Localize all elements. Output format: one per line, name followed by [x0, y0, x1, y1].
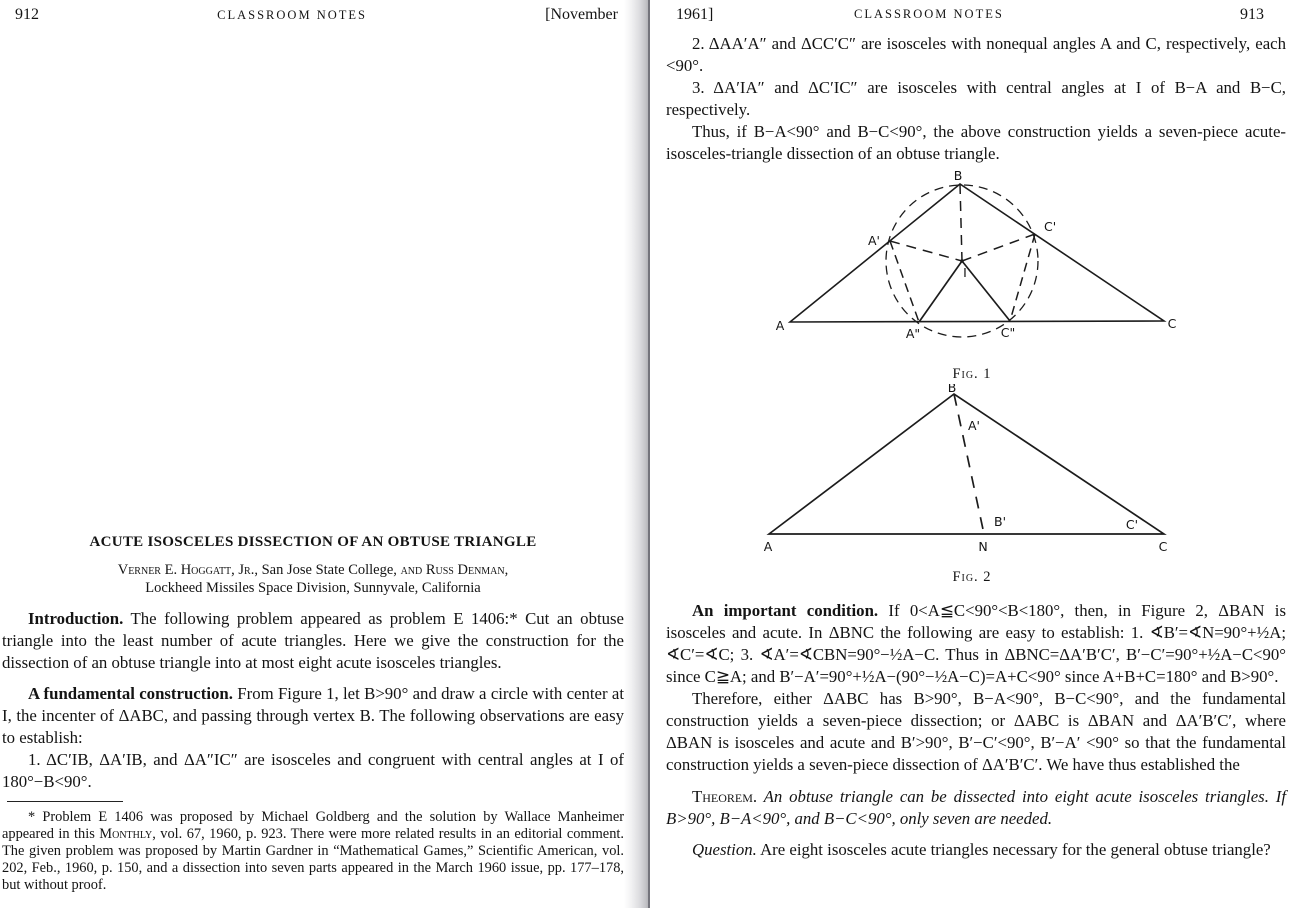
- figure-2: [650, 384, 1294, 586]
- observation-3: 3. ΔA′IA″ and ΔC′IC″ are isosceles with central angles at I of B−A and B−C, respectively.: [666, 78, 1286, 119]
- figure-2-caption: Fig. 2: [952, 569, 992, 585]
- left-running-title: CLASSROOM NOTES: [217, 8, 367, 22]
- fig1-segment-Cprime-I: [962, 234, 1035, 261]
- left-page: [0, 0, 624, 908]
- fig1-label-I: I: [963, 265, 967, 280]
- footnote-pre: * Problem E 1406 was proposed by Michael Goldberg and the solution by Wallace Manheimer appeared in this: [2, 809, 624, 842]
- footnote-rule: [7, 801, 123, 802]
- left-page-number: 912: [15, 6, 39, 23]
- fig1-segment-I-Adprime: [919, 261, 962, 322]
- fig2-label-A-prime: A': [968, 418, 980, 433]
- theorem-lead: Theorem.: [692, 787, 758, 806]
- fig1-segment-I-Cdprime: [962, 261, 1010, 321]
- important-condition-section: [666, 600, 1286, 861]
- right-page-header: [650, 6, 1294, 24]
- left-page-header: [0, 6, 624, 24]
- fig2-label-C: C: [1158, 539, 1168, 554]
- figure-1: [650, 171, 1294, 383]
- left-issue-label: [November: [545, 6, 618, 23]
- observation-2: 2. ΔAA′A″ and ΔCC′C″ are isosceles with nonequal angles A and C, respectively, each <90°.: [666, 34, 1286, 75]
- author-1: Verner E. Hoggatt, Jr.,: [117, 562, 258, 578]
- fig1-segment-B-I: [960, 184, 962, 261]
- authors-line-2: Lockheed Missiles Space Division, Sunnyvale, California: [145, 580, 481, 596]
- fig2-label-B: B: [947, 384, 957, 395]
- construction-observations: [666, 33, 1286, 165]
- footnote-text: [2, 809, 624, 894]
- question-paragraph: [666, 839, 1286, 861]
- right-issue-label: 1961]: [676, 6, 714, 23]
- author-2: and Russ Denman,: [400, 562, 509, 578]
- question-lead: Question.: [692, 840, 757, 859]
- fig1-triangle-ABC: [790, 184, 1164, 322]
- figure-2-drawing: [762, 384, 1182, 564]
- thus-paragraph: Thus, if B−A<90° and B−C<90°, the above construction yields a seven-piece acute-isosceles-triangle dissection of an obtuse triangle.: [666, 122, 1286, 163]
- fig1-label-C-double-prime: C": [1000, 325, 1016, 340]
- fig2-label-C-prime: C': [1125, 517, 1139, 532]
- introduction-text: The following problem appeared as problem E 1406:* Cut an obtuse triangle into the least number of acute triangles. Here we give the construction for the dissection of an obtuse triangle into at most eight acute isosceles triangles.: [2, 609, 624, 672]
- right-page-number: 913: [1240, 6, 1264, 23]
- theorem-statement: An obtuse triangle can be dissected into eight acute isosceles triangles. If B>90°, B−A<90°, and B−C<90°, only seven are needed.: [666, 787, 1286, 828]
- footnote-block: [2, 801, 624, 894]
- theorem-paragraph: [666, 786, 1286, 830]
- right-running-title: CLASSROOM NOTES: [854, 7, 1004, 21]
- therefore-paragraph: Therefore, either ΔABC has B>90°, B−A<90°, B−C<90°, and the fundamental construction yields a seven-piece dissection; or ΔABC is ΔBAN and ΔA′B′C′, where ΔBAN is isosceles and acute and B′>90°, B′−C′<90°, B′−A′ <90° so that the fundamental construction yields a seven-piece dissection of ΔA′B′C′. We have thus established the: [666, 689, 1286, 774]
- fig1-label-A: A: [775, 318, 785, 333]
- fig2-triangle-ABC: [769, 394, 1164, 534]
- important-condition-text: If 0<A≦C<90°<B<180°, then, in Figure 2, ΔBAN is isosceles and acute. In ΔBNC the following are easy to establish: 1. ∢B′=∢N=90°+½A; ∢C′=∢C; 3. ∢A′=∢CBN=90°−½A−C. Thus in ΔBNC=ΔA′B′C′, B′−C′=90°+½A−C<90° since C≧A; and B′−A′=90°+½A−(90°−½A−C)=A+C<90° since A+B+C=180° and B>90°.: [666, 601, 1286, 686]
- right-page: [650, 0, 1294, 908]
- important-condition-paragraph: [666, 600, 1286, 688]
- observation-1: 1. ΔC′IB, ΔA′IB, and ΔA″IC″ are isosceles and congruent with central angles at I of 180°−B<90°.: [2, 750, 624, 791]
- fig2-label-N: N: [978, 539, 988, 554]
- fig1-segment-Aprime-I: [890, 241, 962, 261]
- book-gutter-shadow: [624, 0, 650, 908]
- fig1-label-B: B: [953, 171, 963, 183]
- question-text: Are eight isosceles acute triangles necessary for the general obtuse triangle?: [756, 840, 1271, 859]
- introduction-paragraph: [2, 608, 624, 674]
- fig2-segment-B-N: [954, 394, 984, 534]
- fundamental-lead: A fundamental construction.: [28, 684, 233, 703]
- authors-line-1: [2, 561, 624, 579]
- article-title: ACUTE ISOSCELES DISSECTION OF AN OBTUSE TRIANGLE: [89, 534, 537, 550]
- figure-1-caption: Fig. 1: [952, 366, 992, 382]
- fig1-label-C: C: [1167, 316, 1177, 331]
- fundamental-text: From Figure 1, let B>90° and draw a circle with center at I, the incenter of ΔABC, and passing through vertex B. The following observations are easy to establish:: [2, 684, 625, 747]
- fig1-label-A-double-prime: A": [905, 326, 921, 341]
- fig2-label-B-prime: B': [994, 514, 1007, 529]
- fig1-label-A-prime: A': [868, 233, 880, 248]
- fig1-label-C-prime: C': [1044, 219, 1057, 234]
- article-start: [2, 534, 624, 793]
- author-1-affiliation: San Jose State College,: [257, 562, 401, 578]
- figure-1-drawing: [762, 171, 1182, 361]
- footnote-post: , vol. 67, 1960, p. 923. There were more related results in an editorial comment. The given problem was proposed by Martin Gardner in “Mathematical Games,” Scientific American, vol. 202, Feb., 1960, p. 150, and a dissection into seven parts appeared in the March 1960 issue, pp. 177–178, but without proof.: [2, 826, 624, 893]
- fig1-incenter-point: [960, 259, 964, 263]
- important-condition-lead: An important condition.: [692, 601, 879, 620]
- footnote-monthly: Monthly: [99, 826, 153, 842]
- fundamental-construction-paragraph: [2, 683, 624, 749]
- introduction-lead: Introduction.: [28, 609, 124, 628]
- fig2-label-A: A: [763, 539, 773, 554]
